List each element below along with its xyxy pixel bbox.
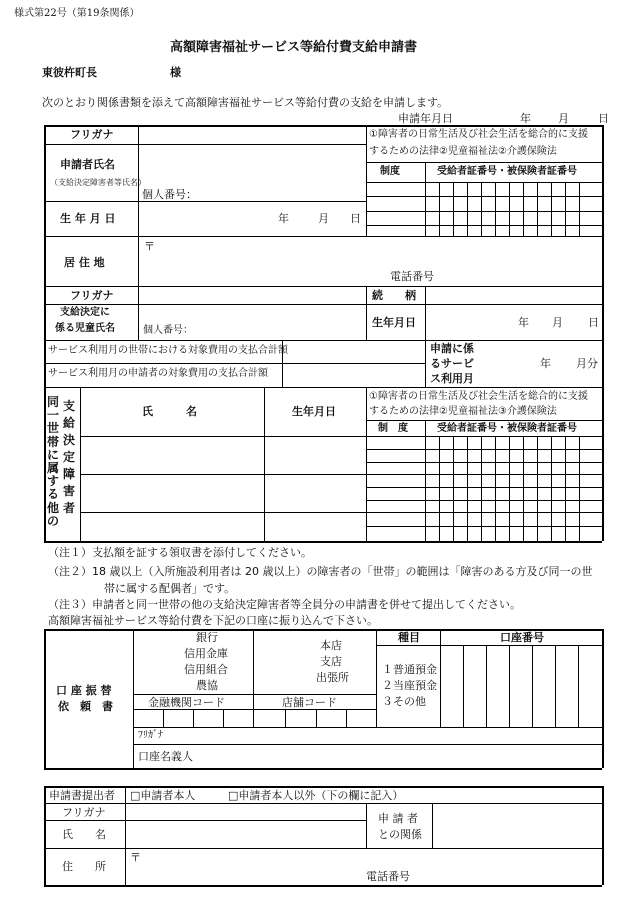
household-col-name: 氏 名 [142, 405, 197, 418]
bank-type-bank: 銀行 [196, 631, 218, 644]
account-kind-1: １普通預金 [382, 663, 437, 676]
submitter-address-label: 住 所 [62, 860, 106, 873]
applicant-birth-label: 生 年 月 日 [60, 212, 116, 225]
applicant-postal-mark: 〒 [144, 240, 155, 253]
intro-text: 次のとおり関係書類を添えて高額障害福祉サービス等給付費の支給を申請します。 [42, 96, 449, 109]
bank-label-2: 依 頼 書 [58, 700, 113, 713]
service-month: 月分 [576, 357, 598, 370]
bank-type-kumiai: 信用組合 [184, 663, 228, 676]
branch-sub: 支店 [320, 655, 342, 668]
applicant-furigana-label: フリガナ [70, 128, 114, 141]
applicant-birth-day: 日 [350, 212, 361, 225]
branch-office: 出張所 [316, 671, 349, 684]
submitter-relation-2: との関係 [378, 828, 422, 841]
applicant-col-system: 制度 [380, 166, 400, 177]
holder-furigana-label: ﾌﾘｶﾞﾅ [138, 730, 163, 741]
submitter-label: 申請書提出者 [49, 789, 115, 802]
page-title: 高額障害福祉サービス等給付費支給申請書 [170, 40, 418, 55]
submitter-postal-mark: 〒 [130, 851, 141, 864]
service-month-label-2: るサービ [430, 357, 474, 370]
application-date-label: 申請年月日 [398, 112, 453, 125]
account-number-label: 口座番号 [500, 631, 544, 644]
bank-label-1: 口 座 振 替 [56, 684, 112, 697]
transfer-intro: 高額障害福祉サービス等給付費を下記の口座に振り込んで下さい。 [48, 614, 378, 627]
bank-code-label: 金融機関コード [148, 696, 225, 709]
child-label-1: 支給決定に [60, 307, 110, 318]
household-total-label: サービス利用月の世帯における対象費用の支払合計額 [48, 345, 288, 356]
application-year: 年 [520, 112, 531, 125]
applicant-name-sub: （支給決定障害者等氏名） [50, 178, 146, 187]
child-furigana-label: フリガナ [70, 289, 114, 302]
applicant-address-label: 居 住 地 [64, 256, 105, 269]
child-personal-number: 個人番号： [143, 325, 193, 336]
child-birth-month: 月 [552, 316, 563, 329]
bank-type-nokyo: 農協 [196, 679, 218, 692]
note-3: （注３）申請者と同一世帯の他の支給決定障害者等全員分の申請書を併せて提出してください。 [48, 598, 521, 611]
household-law-text-2: するための法律②児童福祉法③介護保険法 [369, 406, 557, 417]
child-birth-year: 年 [518, 316, 529, 329]
household-col-cert: 受給者証番号・被保険者証番号 [437, 423, 577, 434]
form-number: 様式第22号（第19条関係） [14, 8, 140, 19]
child-birth-day: 日 [588, 316, 599, 329]
household-law-text-1: ①障害者の日常生活及び社会生活を総合的に支援 [369, 391, 588, 402]
note-2-cont: 帯に属する配偶者」です。 [104, 582, 236, 595]
applicant-birth-year: 年 [278, 212, 289, 225]
honorific: 様 [170, 66, 181, 79]
household-col-system: 制 度 [378, 423, 408, 434]
application-month: 月 [558, 112, 569, 125]
child-birth-label: 生年月日 [372, 316, 416, 329]
applicant-birth-month: 月 [318, 212, 329, 225]
applicant-name-label: 申請者氏名 [60, 158, 115, 171]
note-2: （注２）18 歳以上（入所施設利用者は 20 歳以上）の障害者の「世帯」の範囲は「障害のある方及び同一の世 [48, 565, 593, 578]
submitter-phone-label: 電話番号 [366, 870, 410, 883]
applicant-law-text-2: するための法律②児童福祉法②介護保険法 [369, 146, 557, 157]
applicant-col-cert: 受給者証番号・被保険者証番号 [437, 166, 577, 177]
note-1: （注１）支払額を証する領収書を添付してください。 [48, 546, 312, 559]
submitter-option-self[interactable]: □申請者本人 [130, 789, 196, 802]
service-month-label-1: 申請に係 [430, 342, 474, 355]
bank-type-shinkin: 信用金庫 [184, 647, 228, 660]
household-side-label-b: 支給決定障害者 [63, 399, 76, 515]
submitter-name-label: 氏 名 [62, 828, 106, 841]
household-col-birth: 生年月日 [292, 405, 336, 418]
applicant-total-label: サービス利用月の申請者の対象費用の支払合計額 [48, 368, 268, 379]
child-relation-label: 続 柄 [372, 289, 416, 302]
account-kind-2: ２当座預金 [382, 679, 437, 692]
account-kind-3: ３その他 [382, 695, 426, 708]
service-month-label-3: ス利用月 [430, 372, 474, 385]
account-holder-label: 口座名義人 [138, 750, 193, 763]
applicant-personal-number: 個人番号： [142, 188, 197, 201]
service-year: 年 [540, 357, 551, 370]
addressee: 東彼杵町長 [42, 66, 97, 79]
submitter-furigana-label: フリガナ [62, 806, 106, 819]
applicant-phone-label: 電話番号 [390, 270, 434, 283]
household-side-label-a: 同一世帯に属する他の [47, 395, 60, 528]
submitter-relation-1: 申 請 者 [378, 812, 418, 825]
account-kind-label: 種目 [398, 631, 420, 644]
applicant-law-text-1: ①障害者の日常生活及び社会生活を総合的に支援 [369, 129, 588, 140]
branch-code-label: 店舗コード [282, 696, 337, 709]
application-day: 日 [598, 112, 609, 125]
child-label-2: 係る児童氏名 [55, 323, 115, 334]
submitter-option-other[interactable]: □申請者本人以外（下の欄に記入） [228, 789, 404, 802]
branch-main: 本店 [320, 639, 342, 652]
